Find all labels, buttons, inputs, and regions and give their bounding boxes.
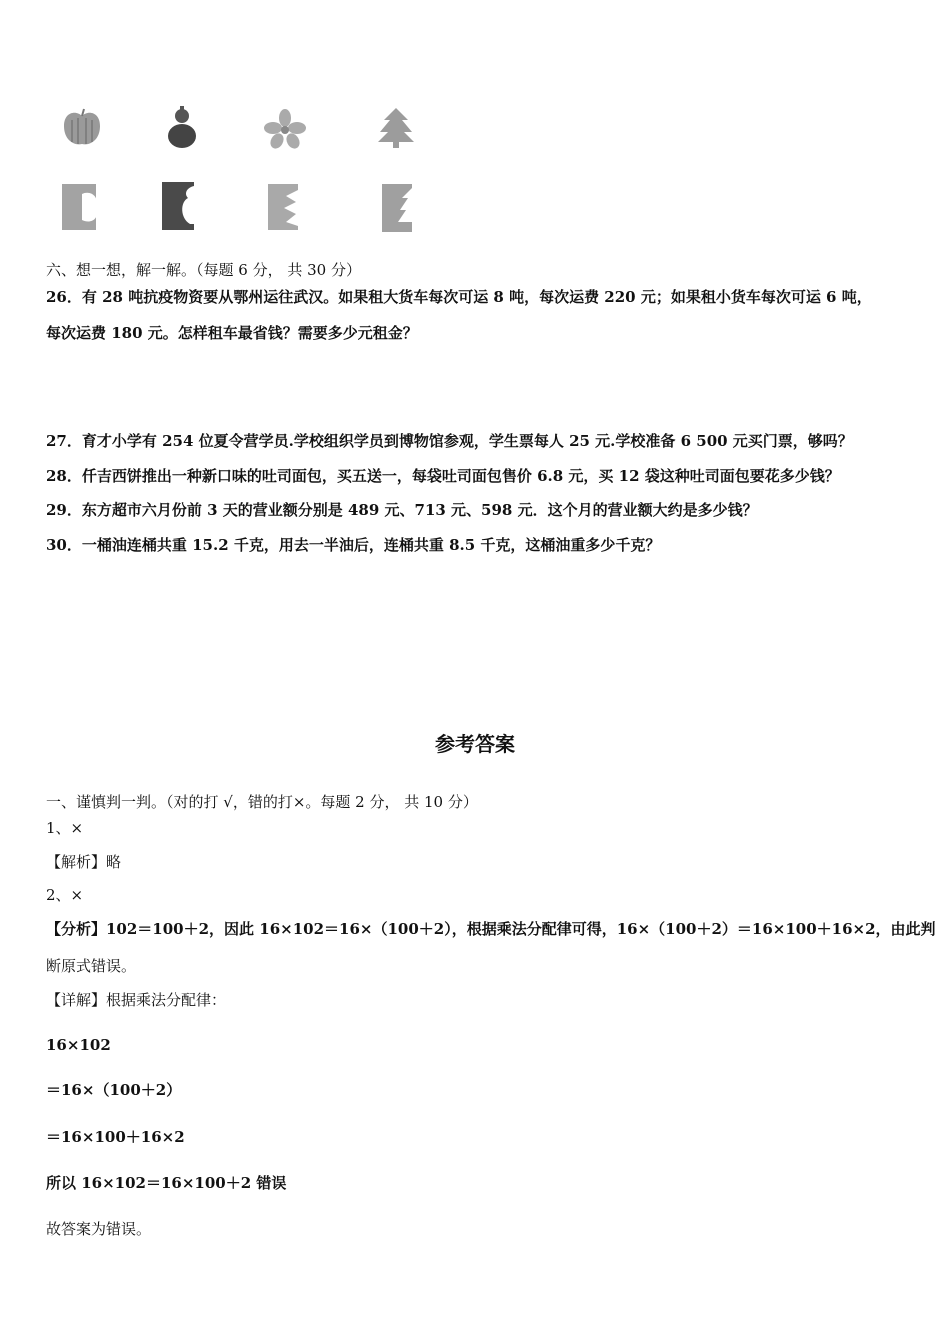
cutout-flower-figure	[266, 182, 306, 232]
calc-step-2: ＝16×（100＋2）	[46, 1081, 182, 1099]
answer-1: 1、×	[46, 819, 84, 837]
flower-shape-figure	[262, 108, 308, 150]
question-26-line2: 每次运费 180 元。怎样租车最省钱？需要多少元租金？	[46, 324, 418, 342]
answer-2-analysis-line2: 断原式错误。	[46, 957, 137, 975]
question-30: 30．一桶油连桶共重 15.2 千克，用去一半油后，连桶共重 8.5 千克，这桶油重多少千克？	[46, 536, 661, 554]
question-26-line1: 26．有 28 吨抗疫物资要从鄂州运往武汉。如果租大货车每次可运 8 吨，每次运费 220 元；如果租小货车每次可运 6 吨，	[46, 288, 872, 306]
answers-section1-heading: 一、谨慎判一判。（对的打 √，错的打×。每题 2 分， 共 10 分）	[46, 793, 478, 811]
apple-shape-figure	[60, 106, 104, 150]
cutout-apple-figure	[60, 182, 100, 232]
answer-2-detail: 【详解】根据乘法分配律：	[46, 991, 227, 1009]
calc-step-3: ＝16×100＋16×2	[46, 1128, 185, 1146]
cutout-gourd-figure	[160, 180, 200, 232]
tree-shape-figure	[374, 106, 418, 150]
cutout-tree-figure	[380, 182, 420, 234]
final-answer: 故答案为错误。	[46, 1220, 152, 1238]
section-heading: 六、想一想，解一解。（每题 6 分， 共 30 分）	[46, 261, 361, 279]
answer-2-analysis-line1: 【分析】102＝100＋2，因此 16×102＝16×（100＋2），根据乘法分配律可得，16×（100＋2）＝16×100＋16×2，由此判	[46, 920, 936, 938]
question-29: 29．东方超市六月份前 3 天的营业额分别是 489 元、713 元、598 元．这个月的营业额大约是多少钱？	[46, 501, 758, 519]
calc-step-1: 16×102	[46, 1036, 111, 1054]
answers-title: 参考答案	[435, 732, 515, 756]
gourd-shape-figure	[162, 104, 202, 150]
calc-conclusion: 所以 16×102＝16×100＋2 错误	[46, 1174, 287, 1192]
answer-2: 2、×	[46, 886, 84, 904]
question-28: 28．仟吉西饼推出一种新口味的吐司面包，买五送一，每袋吐司面包售价 6.8 元，买 12 袋这种吐司面包要花多少钱？	[46, 467, 840, 485]
answer-1-analysis: 【解析】略	[46, 853, 122, 871]
question-27: 27．育才小学有 254 位夏令营学员.学校组织学员到博物馆参观，学生票每人 25 元.学校准备 6 500 元买门票，够吗？	[46, 432, 853, 450]
